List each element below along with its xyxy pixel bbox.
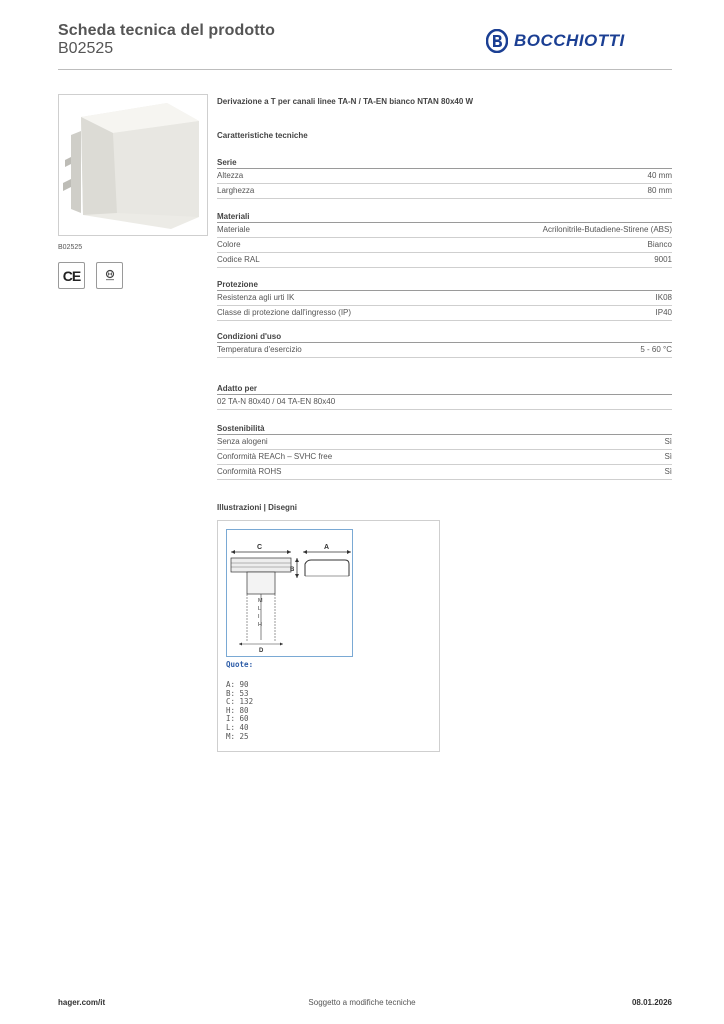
dim-label-h: H (258, 622, 262, 628)
bocchiotti-logo (486, 29, 625, 53)
spec-value: IK08 (655, 293, 672, 302)
spec-value: 5 - 60 °C (640, 345, 672, 354)
section-condizioni-uso (217, 331, 672, 358)
quote-item: A: 90 (226, 680, 249, 689)
footer-website: hager.com/it (58, 998, 106, 1007)
dimension-drawing (227, 530, 352, 656)
spec-label: Altezza (217, 171, 244, 180)
illustrations-title: Illustrazioni | Disegni (217, 503, 298, 512)
spec-row (217, 169, 672, 184)
quotes-list (226, 681, 253, 741)
dim-label-m: M (258, 598, 263, 604)
illustrations-box (217, 520, 440, 752)
dim-label-b: B (290, 567, 295, 573)
spec-label: Conformità ROHS (217, 467, 282, 476)
spec-label: Colore (217, 240, 241, 249)
quote-item: H: 80 (226, 705, 249, 715)
quote-item: M: 25 (226, 731, 249, 741)
bocchiotti-logo-icon (486, 29, 508, 53)
spec-value: 40 mm (647, 171, 672, 180)
spec-label: Conformità REACh – SVHC free (217, 452, 333, 461)
spec-label: Resistenza agli urti IK (217, 293, 295, 302)
section-title: Serie (217, 157, 672, 169)
spec-label: 02 TA-N 80x40 / 04 TA-EN 80x40 (217, 397, 336, 406)
spec-value: Sì (664, 452, 672, 461)
spec-value: IP40 (655, 308, 672, 317)
spec-label: Codice RAL (217, 255, 260, 264)
product-code: B02525 (58, 40, 114, 57)
spec-label: Materiale (217, 225, 250, 234)
dim-label-d: D (259, 648, 264, 654)
spec-label: Senza alogeni (217, 437, 268, 446)
spec-row (217, 253, 672, 268)
dim-label-i: I (258, 614, 260, 620)
product-image (58, 94, 208, 236)
footer-date: 08.01.2026 (631, 998, 672, 1007)
ce-mark-icon: CE (58, 262, 85, 289)
spec-value: Sì (664, 467, 672, 476)
quote-item: B: 53 (226, 688, 249, 698)
spec-row (217, 306, 672, 321)
spec-row (217, 291, 672, 306)
spec-value: Acrilonitrile-Butadiene-Stirene (ABS) (542, 225, 672, 234)
technical-drawing (226, 529, 353, 657)
spec-row (217, 223, 672, 238)
section-protezione (217, 279, 672, 321)
spec-row (217, 395, 672, 410)
product-photo (59, 95, 207, 235)
quote-item: C: 132 (226, 697, 254, 707)
section-title: Sostenibilità (217, 423, 672, 435)
header-divider (58, 69, 672, 70)
logo-wordmark: BOCCHIOTTI (514, 31, 625, 50)
dim-label-l: L (258, 606, 262, 612)
certification-mark-icon (96, 262, 123, 289)
spec-value: Bianco (647, 240, 672, 249)
spec-row (217, 343, 672, 358)
section-materiali (217, 211, 672, 268)
section-serie (217, 157, 672, 199)
document-title: Scheda tecnica del prodotto (58, 22, 275, 39)
section-title: Materiali (217, 211, 672, 223)
footer-note: Soggetto a modifiche tecniche (308, 998, 416, 1007)
spec-row (217, 450, 672, 465)
spec-row (217, 184, 672, 199)
spec-label: Classe di protezione dall'ingresso (IP) (217, 308, 352, 317)
specs-heading: Caratteristiche tecniche (217, 131, 308, 140)
section-title: Adatto per (217, 383, 672, 395)
section-title: Protezione (217, 279, 672, 291)
spec-row (217, 238, 672, 253)
image-caption: B02525 (58, 244, 83, 251)
spec-value: 80 mm (647, 186, 672, 195)
dim-label-c: C (257, 544, 263, 551)
quotes-title: Quote: (226, 660, 254, 669)
product-description: Derivazione a T per canali linee TA-N / TA-EN bianco NTAN 80x40 W (217, 97, 474, 106)
dim-label-a: A (324, 544, 330, 551)
quote-item: L: 40 (226, 722, 249, 732)
spec-value: 9001 (654, 255, 672, 264)
spec-value: Sì (664, 437, 672, 446)
section-title: Condizioni d'uso (217, 331, 672, 343)
spec-row (217, 435, 672, 450)
quote-item: I: 60 (226, 714, 249, 724)
spec-label: Larghezza (217, 186, 255, 195)
spec-row (217, 465, 672, 480)
spec-label: Temperatura d'esercizio (217, 345, 302, 354)
section-sostenibilita (217, 423, 672, 480)
section-adatto-per (217, 383, 672, 410)
